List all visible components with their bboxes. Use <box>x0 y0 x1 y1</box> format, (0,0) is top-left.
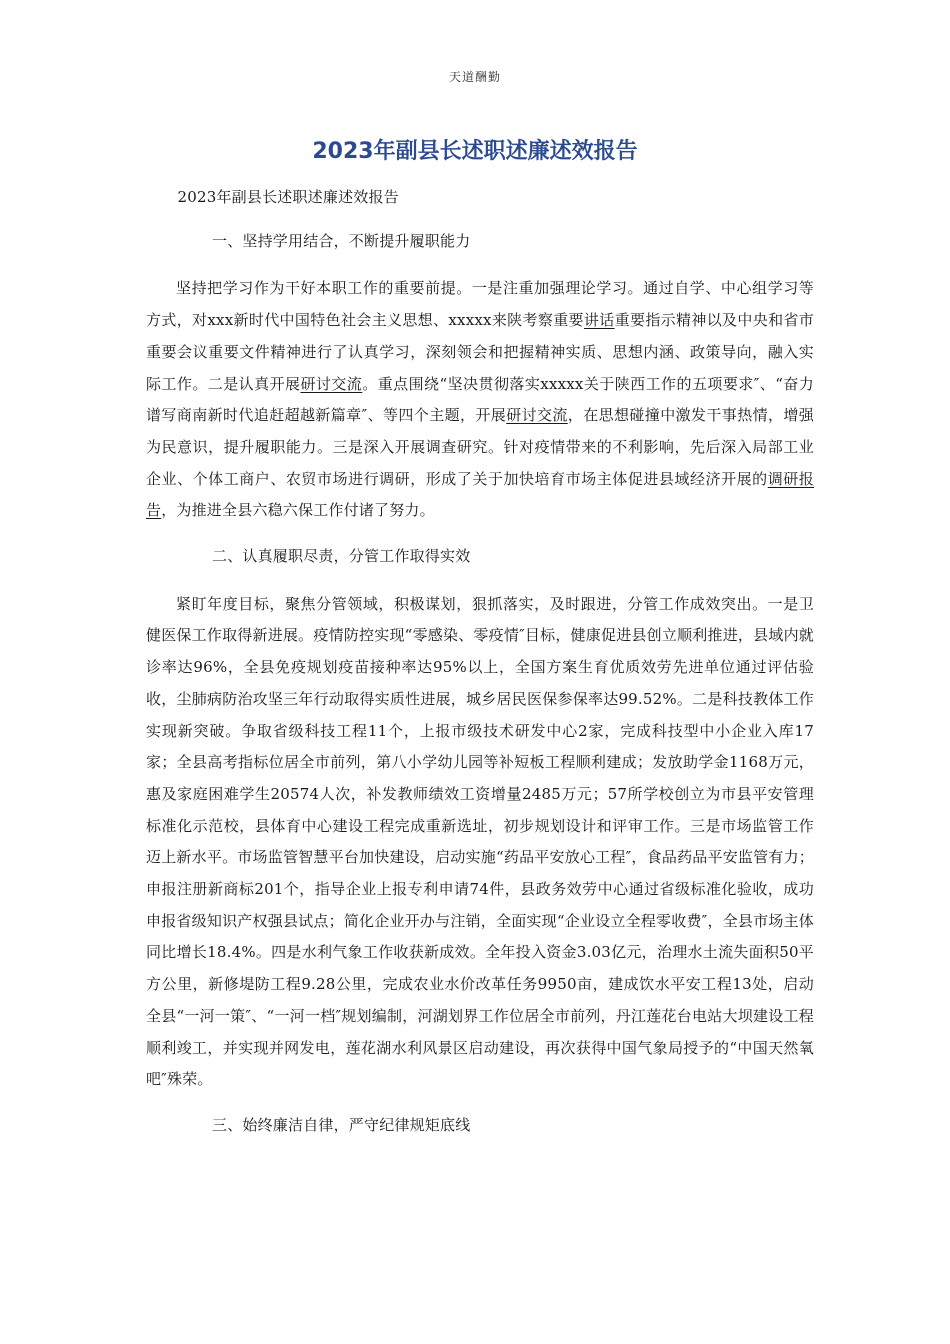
section-1-paragraph <box>146 273 814 527</box>
paragraph-text: 。重点围绕“坚决贯彻落实xxxxx关于陕西工作的五项要求″、“奋力谱写商南新时代追赶超越新篇章″、等四个主题，开展 <box>146 374 814 425</box>
paragraph-text: 重要指示精神以及中央和省市重要会议重要文件精神进行了认真学习，深刻领会和把握精神实质、思想内涵、政策导向，融入实际工作。二是认真开展 <box>146 311 814 393</box>
paragraph-text: 坚持把学习作为干好本职工作的重要前提。一是注重加强理论学习。通过自学、中心组学习等方式，对xxx新时代中国特色社会主义思想、xxxxx来陕考察重要 <box>146 279 814 330</box>
section-2-paragraph: 紧盯年度目标，聚焦分管领域，积极谋划，狠抓落实，及时跟进，分管工作成效突出。一是卫健医保工作取得新进展。疫情防控实现“零感染、零疫情″目标，健康促进县创立顺利推进，县域内就诊率达96%，全县免疫规划疫苗接种率达95%以上，全国方案生育优质效劳先进单位通过评估验收，尘肺病防治攻坚三年行动取得实质性进展，城乡居民医保参保率达99.52%。二是科技教体工作实现新突破。争取省级科技工程11个，上报市级技术研发中心2家，完成科技型中小企业入库17家；全县高考指标位居全市前列，第八小学幼儿园等补短板工程顺利建成；发放助学金1168万元，惠及家庭困难学生20574人次，补发教师绩效工资增量2485万元；57所学校创立为市县平安管理标准化示范校，县体育中心建设工程完成重新选址，初步规划设计和评审工作。三是市场监管工作迈上新水平。市场监管智慧平台加快建设，启动实施“药品平安放心工程″，食品药品平安监管有力；申报注册新商标201个，指导企业上报专利申请74件，县政务效劳中心通过省级标准化验收，成功申报省级知识产权强县试点；简化企业开办与注销，全面实现“企业设立全程零收费″，全县市场主体同比增长18.4%。四是水利气象工作收获新成效。全年投入资金3.03亿元，治理水土流失面积50平方公里，新修堤防工程9.28公里，完成农业水价改革任务9950亩，建成饮水平安工程13处，启动全县“一河一策″、“一河一档″规划编制，河湖划界工作位居全市前列，丹江莲花台电站大坝建设工程顺利竣工，并实现并网发电，莲花湖水利风景区启动建设，再次获得中国气象局授予的“中国天然氧吧″殊荣。 <box>146 594 814 1089</box>
link-yantao-jiaoliu-2[interactable]: 研讨交流 <box>506 406 568 425</box>
document-title: 2023年副县长述职述廉述效报告 <box>312 139 638 164</box>
paragraph-text: ，为推进全县六稳六保工作付诸了努力。 <box>161 501 435 520</box>
section-1-heading: 一、坚持学用结合，不断提升履职能力 <box>212 231 471 250</box>
header-note: 天道酬勤 <box>448 70 501 84</box>
section-3-heading: 三、始终廉洁自律，严守纪律规矩底线 <box>212 1115 471 1134</box>
document-subtitle: 2023年副县长述职述廉述效报告 <box>177 188 399 206</box>
paragraph-text: ，在思想碰撞中激发干事热情，增强为民意识，提升履职能力。三是深入开展调查研究。针对疫情带来的不利影响，先后深入局部工业企业、个体工商户、农贸市场进行调研，形成了关于加快培育市场主体促进县域经济开展的 <box>146 406 815 488</box>
link-yantao-jiaoliu[interactable]: 研讨交流 <box>300 374 363 393</box>
link-diaoyan-baogao[interactable]: 调研报告 <box>146 469 814 520</box>
section-2-heading: 二、认真履职尽责，分管工作取得实效 <box>212 547 471 566</box>
link-jianghua[interactable]: 讲话 <box>583 311 615 330</box>
document-body <box>146 182 814 1158</box>
